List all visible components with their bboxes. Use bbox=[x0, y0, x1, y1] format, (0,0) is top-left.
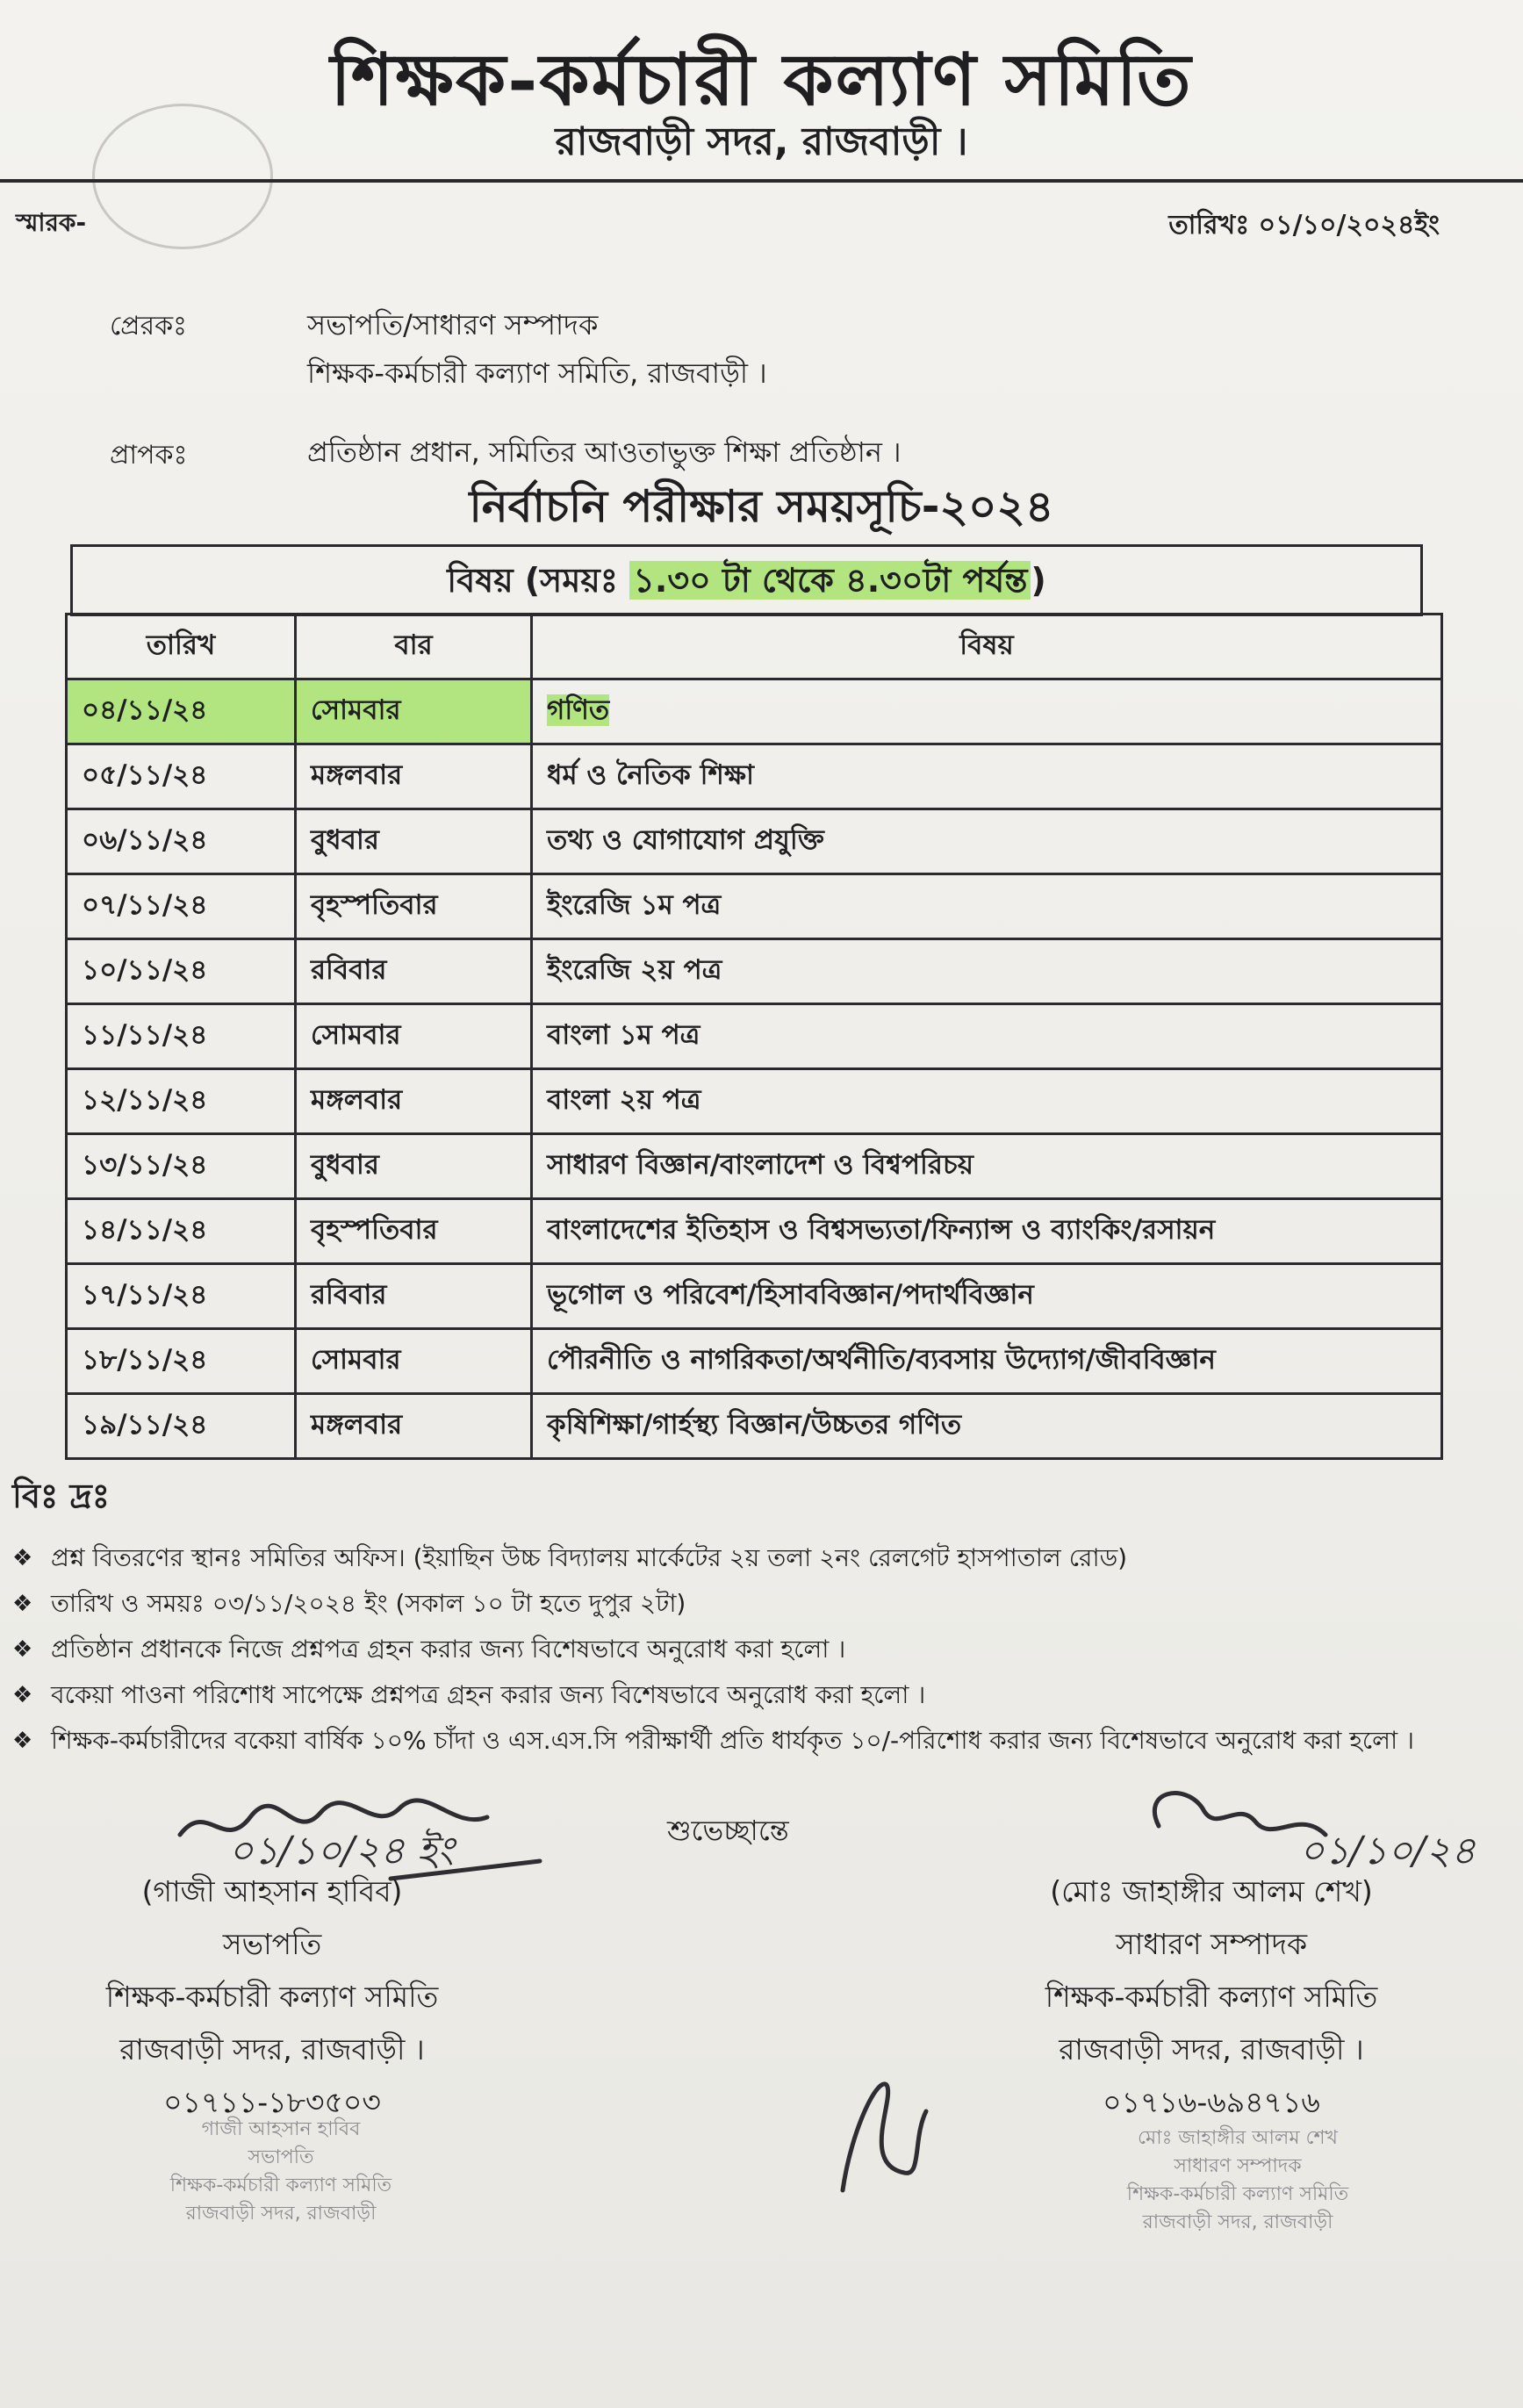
exam-subject-cell bbox=[532, 874, 1442, 939]
left-stamp-line: সভাপতি bbox=[248, 2146, 314, 2168]
diamond-bullet-icon: ❖ bbox=[12, 1682, 33, 1708]
exam-schedule-table bbox=[65, 613, 1443, 1460]
sender-line-1: সভাপতি/সাধারণ সম্পাদক bbox=[307, 308, 599, 341]
header-subject: বিষয় bbox=[532, 615, 1442, 679]
exam-subject-cell bbox=[532, 1004, 1442, 1069]
table-body bbox=[67, 679, 1442, 1459]
exam-time-suffix: ) bbox=[1031, 561, 1046, 600]
table-row bbox=[67, 1394, 1442, 1459]
exam-subject-cell bbox=[532, 939, 1442, 1004]
reference-label: স্মারক- bbox=[16, 208, 87, 237]
exam-subject-cell bbox=[532, 1134, 1442, 1199]
exam-date-cell: ০৬/১১/২৪ bbox=[67, 809, 296, 874]
exam-subject-cell bbox=[532, 1199, 1442, 1264]
table-row bbox=[67, 809, 1442, 874]
recipient-label: প্রাপকঃ bbox=[110, 440, 188, 471]
note-item bbox=[12, 1723, 1505, 1758]
exam-day-cell: রবিবার bbox=[296, 1264, 532, 1329]
exam-day-cell: মঙ্গলবার bbox=[296, 1069, 532, 1134]
exam-subject-cell bbox=[532, 679, 1442, 744]
exam-day-cell: বৃহস্পতিবার bbox=[296, 874, 532, 939]
exam-subject-cell bbox=[532, 1264, 1442, 1329]
table-row bbox=[67, 744, 1442, 809]
note-text: প্রশ্ন বিতরণের স্থানঃ সমিতির অফিস। (ইয়াছিন উচ্চ বিদ্যালয় মার্কেটের ২য় তলা ২নং রেলগেট হাসপাতাল রোড) bbox=[51, 1543, 1128, 1572]
note-item bbox=[12, 1632, 1505, 1667]
scribble-mark-icon bbox=[825, 2059, 939, 2208]
closing-wishes: শুভেচ্ছান্তে bbox=[667, 1814, 789, 1847]
exam-subject-text: ধর্ম ও নৈতিক শিক্ষা bbox=[547, 758, 754, 791]
exam-date-cell: ১৩/১১/২৪ bbox=[67, 1134, 296, 1199]
exam-subject-text: তথ্য ও যোগাযোগ প্রযুক্তি bbox=[547, 823, 824, 856]
left-signatory-org: শিক্ষক-কর্মচারী কল্যাণ সমিতি bbox=[105, 1980, 439, 2014]
table-row bbox=[67, 1199, 1442, 1264]
exam-date-cell: ১২/১১/২৪ bbox=[67, 1069, 296, 1134]
document-date: তারিখঃ ০১/১০/২০২৪ইং bbox=[1168, 210, 1440, 241]
table-row bbox=[67, 1004, 1442, 1069]
right-stamp bbox=[1036, 2124, 1440, 2237]
exam-date-cell: ১৮/১১/২৪ bbox=[67, 1329, 296, 1394]
sender-line-2: শিক্ষক-কর্মচারী কল্যাণ সমিতি, রাজবাড়ী । bbox=[307, 356, 767, 390]
diamond-bullet-icon: ❖ bbox=[12, 1545, 33, 1571]
header-day: বার bbox=[296, 615, 532, 679]
exam-subject-text: গণিত bbox=[547, 694, 610, 726]
exam-subject-text: কৃষিশিক্ষা/গার্হস্থ্য বিজ্ঞান/উচ্চতর গণিত bbox=[547, 1408, 962, 1441]
exam-date-cell: ০৭/১১/২৪ bbox=[67, 874, 296, 939]
right-signatory-address: রাজবাড়ী সদর, রাজবাড়ী । bbox=[1059, 2032, 1364, 2067]
note-item bbox=[12, 1678, 1505, 1713]
exam-subject-text: সাধারণ বিজ্ঞান/বাংলাদেশ ও বিশ্বপরিচয় bbox=[547, 1148, 973, 1181]
organization-address: রাজবাড়ী সদর, রাজবাড়ী । bbox=[555, 119, 968, 164]
exam-date-cell: ১১/১১/২৪ bbox=[67, 1004, 296, 1069]
right-signatory-title: সাধারণ সম্পাদক bbox=[1115, 1927, 1308, 1961]
organization-name: শিক্ষক-কর্মচারী কল্যাণ সমিতি bbox=[330, 38, 1193, 122]
exam-date-cell: ০৪/১১/২৪ bbox=[67, 679, 296, 744]
note-text: শিক্ষক-কর্মচারীদের বকেয়া বার্ষিক ১০% চাঁদা ও এস.এস.সি পরীক্ষার্থী প্রতি ধার্যকৃত ১০/-পরিশোধ করার জন্য বিশেষভাবে অনুরোধ করা হলো । bbox=[51, 1726, 1415, 1755]
exam-time-highlight: ১.৩০ টা থেকে ৪.৩০টা পর্যন্ত bbox=[629, 561, 1031, 600]
exam-day-cell: সোমবার bbox=[296, 1004, 532, 1069]
right-stamp-line: সাধারণ সম্পাদক bbox=[1174, 2155, 1302, 2177]
right-signed-date: ০১/১০/২৪ bbox=[1299, 1829, 1476, 1873]
table-row bbox=[67, 1134, 1442, 1199]
sender-label: প্রেরকঃ bbox=[110, 311, 188, 341]
table-row bbox=[67, 874, 1442, 939]
exam-date-cell: ১০/১১/২৪ bbox=[67, 939, 296, 1004]
left-signatory-block bbox=[70, 1865, 474, 2129]
header-divider bbox=[0, 179, 1523, 183]
exam-day-cell: বৃহস্পতিবার bbox=[296, 1199, 532, 1264]
recipient-line-1: প্রতিষ্ঠান প্রধান, সমিতির আওতাভুক্ত শিক্ষা প্রতিষ্ঠান । bbox=[307, 435, 902, 469]
exam-subject-cell bbox=[532, 1069, 1442, 1134]
exam-subject-cell bbox=[532, 809, 1442, 874]
exam-subject-cell bbox=[532, 744, 1442, 809]
exam-subject-cell bbox=[532, 1329, 1442, 1394]
right-stamp-line: মোঃ জাহাঙ্গীর আলম শেখ bbox=[1138, 2127, 1338, 2149]
header-date: তারিখ bbox=[67, 615, 296, 679]
right-signatory-block bbox=[992, 1865, 1431, 2129]
exam-date-cell: ১৪/১১/২৪ bbox=[67, 1199, 296, 1264]
note-text: প্রতিষ্ঠান প্রধানকে নিজে প্রশ্নপত্র গ্রহন করার জন্য বিশেষভাবে অনুরোধ করা হলো । bbox=[51, 1635, 846, 1664]
exam-subject-text: পৌরনীতি ও নাগরিকতা/অর্থনীতি/ব্যবসায় উদ্যোগ/জীববিজ্ঞান bbox=[547, 1343, 1216, 1376]
exam-time-prefix: বিষয় (সময়ঃ bbox=[447, 561, 630, 600]
exam-date-cell: ১৭/১১/২৪ bbox=[67, 1264, 296, 1329]
table-row bbox=[67, 679, 1442, 744]
exam-day-cell: রবিবার bbox=[296, 939, 532, 1004]
right-signatory-org: শিক্ষক-কর্মচারী কল্যাণ সমিতি bbox=[1045, 1980, 1378, 2014]
schedule-heading: নির্বাচনি পরীক্ষার সময়সূচি-২০২৪ bbox=[469, 481, 1054, 532]
left-signatory-title: সভাপতি bbox=[222, 1927, 322, 1961]
left-signed-date: ০১/১০/২৪ ইং bbox=[228, 1829, 454, 1873]
exam-subject-text: বাংলা ১ম পত্র bbox=[547, 1018, 700, 1051]
exam-day-cell: সোমবার bbox=[296, 679, 532, 744]
exam-subject-text: বাংলাদেশের ইতিহাস ও বিশ্বসভ্যতা/ফিন্যান্স ও ব্যাংকিং/রসায়ন bbox=[547, 1213, 1216, 1246]
exam-subject-text: ভূগোল ও পরিবেশ/হিসাববিজ্ঞান/পদার্থবিজ্ঞান bbox=[547, 1278, 1034, 1311]
diamond-bullet-icon: ❖ bbox=[12, 1728, 33, 1754]
note-text: বকেয়া পাওনা পরিশোধ সাপেক্ষে প্রশ্নপত্র গ্রহন করার জন্য বিশেষভাবে অনুরোধ করা হলো । bbox=[51, 1680, 926, 1709]
exam-subject-text: বাংলা ২য় পত্র bbox=[547, 1083, 701, 1116]
right-signatory-phone: ০১৭১৬-৬৯৪৭১৬ bbox=[1103, 2085, 1320, 2119]
exam-subject-text: ইংরেজি ২য় পত্র bbox=[547, 953, 722, 986]
notes-title: বিঃ দ্রঃ bbox=[12, 1477, 111, 1515]
right-stamp-line: রাজবাড়ী সদর, রাজবাড়ী bbox=[1142, 2211, 1333, 2233]
note-text: তারিখ ও সময়ঃ ০৩/১১/২০২৪ ইং (সকাল ১০ টা হতে দুপুর ২টা) bbox=[51, 1589, 686, 1618]
left-stamp-line: রাজবাড়ী সদর, রাজবাড়ী bbox=[185, 2203, 377, 2225]
table-row bbox=[67, 1069, 1442, 1134]
table-row bbox=[67, 1329, 1442, 1394]
note-item bbox=[12, 1586, 1505, 1621]
exam-day-cell: সোমবার bbox=[296, 1329, 532, 1394]
left-signatory-address: রাজবাড়ী সদর, রাজবাড়ী । bbox=[119, 2032, 425, 2067]
exam-day-cell: বুধবার bbox=[296, 809, 532, 874]
note-item bbox=[12, 1541, 1505, 1576]
exam-subject-cell bbox=[532, 1394, 1442, 1459]
left-stamp-line: শিক্ষক-কর্মচারী কল্যাণ সমিতি bbox=[169, 2174, 392, 2196]
diamond-bullet-icon: ❖ bbox=[12, 1591, 33, 1617]
exam-day-cell: মঙ্গলবার bbox=[296, 1394, 532, 1459]
exam-time-line bbox=[70, 544, 1423, 616]
exam-date-cell: ০৫/১১/২৪ bbox=[67, 744, 296, 809]
exam-subject-text: ইংরেজি ১ম পত্র bbox=[547, 888, 722, 921]
exam-date-cell: ১৯/১১/২৪ bbox=[67, 1394, 296, 1459]
table-row bbox=[67, 1264, 1442, 1329]
right-stamp-line: শিক্ষক-কর্মচারী কল্যাণ সমিতি bbox=[1126, 2183, 1349, 2205]
notes-section bbox=[12, 1470, 1505, 1769]
table-row bbox=[67, 939, 1442, 1004]
left-signatory-name: (গাজী আহসান হাবিব) bbox=[141, 1874, 403, 1908]
left-stamp-line: গাজী আহসান হাবিব bbox=[201, 2118, 361, 2140]
right-signatory-name: (মোঃ জাহাঙ্গীর আলম শেখ) bbox=[1050, 1874, 1373, 1908]
table-header-row bbox=[67, 615, 1442, 679]
left-stamp bbox=[97, 2116, 465, 2228]
exam-day-cell: মঙ্গলবার bbox=[296, 744, 532, 809]
exam-day-cell: বুধবার bbox=[296, 1134, 532, 1199]
left-signatory-phone: ০১৭১১-১৮৩৫০৩ bbox=[163, 2085, 381, 2119]
diamond-bullet-icon: ❖ bbox=[12, 1636, 33, 1663]
